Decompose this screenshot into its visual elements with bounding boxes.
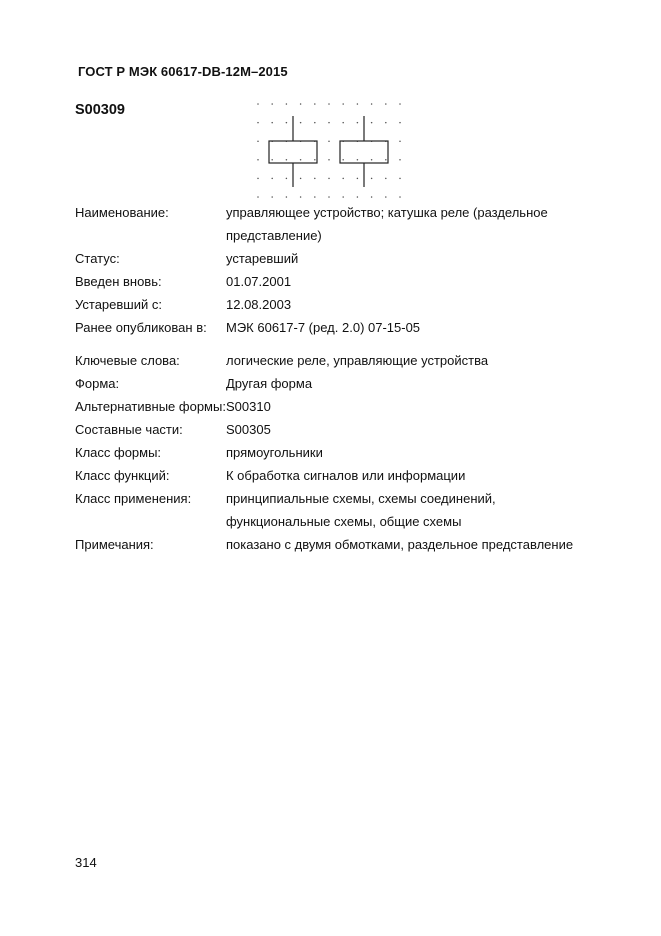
relay-coil-left (269, 116, 317, 187)
grid-dot (257, 122, 259, 124)
grid-dot (357, 196, 359, 198)
property-value: Другая форма (226, 376, 313, 391)
property-value: К обработка сигналов или информации (226, 468, 466, 483)
grid-dot (371, 103, 373, 105)
page-number: 314 (75, 855, 97, 870)
grid-dot (300, 196, 302, 198)
symbol-properties (75, 201, 595, 556)
property-value: принципиальные схемы, схемы соединений, функциональные схемы, общие схемы (226, 491, 496, 529)
grid-dot (257, 196, 259, 198)
grid-dots (257, 103, 401, 198)
grid-dot (328, 196, 330, 198)
grid-dot (399, 103, 401, 105)
property-label: Ранее опубликован в: (75, 320, 207, 335)
property-row-application-class (75, 487, 595, 533)
property-value: показано с двумя обмотками, раздельное представление (226, 537, 574, 552)
grid-dot (399, 159, 401, 161)
grid-dot (385, 178, 387, 180)
grid-dot (286, 178, 288, 180)
document-header: ГОСТ Р МЭК 60617-DB-12M–2015 (78, 64, 288, 79)
property-row-previously-published (75, 316, 595, 339)
grid-dot (300, 178, 302, 180)
grid-dot (328, 122, 330, 124)
grid-dot (371, 196, 373, 198)
property-label: Класс применения: (75, 491, 192, 506)
property-label: Примечания: (75, 537, 154, 552)
grid-dot (314, 178, 316, 180)
grid-dot (328, 159, 330, 161)
property-value: S00305 (226, 422, 271, 437)
grid-dot (300, 159, 302, 161)
grid-dot (371, 159, 373, 161)
grid-dot (257, 140, 259, 142)
property-row-form (75, 372, 595, 395)
grid-dot (271, 159, 273, 161)
grid-dot (286, 103, 288, 105)
grid-dot (399, 140, 401, 142)
section-gap (75, 339, 595, 349)
symbol-code: S00309 (75, 102, 125, 118)
property-row-obsolete-since (75, 293, 595, 316)
grid-dot (385, 196, 387, 198)
property-row-keywords (75, 349, 595, 372)
grid-dot (314, 196, 316, 198)
relay-coil-right (340, 116, 388, 187)
grid-dot (328, 178, 330, 180)
grid-dot (286, 196, 288, 198)
grid-dot (257, 178, 259, 180)
property-value: прямоугольники (226, 445, 323, 460)
property-label: Статус: (75, 251, 120, 266)
grid-dot (385, 159, 387, 161)
property-label: Наименование: (75, 205, 169, 220)
relay-coil-symbol-figure (250, 98, 408, 203)
property-row-alternative-forms (75, 395, 595, 418)
property-value: логические реле, управляющие устройства (226, 353, 489, 368)
grid-dot (328, 103, 330, 105)
property-value: 12.08.2003 (226, 297, 292, 312)
grid-dot (257, 159, 259, 161)
property-label: Альтернативные формы: (75, 399, 226, 414)
grid-dot (357, 103, 359, 105)
grid-dot (342, 122, 344, 124)
grid-dot (271, 122, 273, 124)
property-row-introduced (75, 270, 595, 293)
property-label: Класс функций: (75, 468, 170, 483)
property-label: Ключевые слова: (75, 353, 180, 368)
property-row-notes (75, 533, 595, 556)
grid-dot (286, 159, 288, 161)
property-value: устаревший (226, 251, 299, 266)
property-row-function-class (75, 464, 595, 487)
grid-dot (271, 103, 273, 105)
grid-dot (314, 159, 316, 161)
grid-dot (314, 122, 316, 124)
grid-dot (271, 196, 273, 198)
property-value: управляющее устройство; катушка реле (раздельное представление) (226, 205, 548, 243)
property-value: МЭК 60617-7 (ред. 2.0) 07-15-05 (226, 320, 421, 335)
property-value: 01.07.2001 (226, 274, 292, 289)
grid-dot (399, 122, 401, 124)
grid-dot (385, 122, 387, 124)
grid-dot (271, 178, 273, 180)
grid-dot (371, 178, 373, 180)
grid-dot (257, 103, 259, 105)
grid-dot (342, 196, 344, 198)
property-row-components (75, 418, 595, 441)
grid-dot (357, 159, 359, 161)
property-value: S00310 (226, 399, 271, 414)
grid-dot (385, 103, 387, 105)
property-label: Класс формы: (75, 445, 162, 460)
property-label: Форма: (75, 376, 120, 391)
grid-dot (399, 178, 401, 180)
grid-dot (300, 103, 302, 105)
grid-dot (286, 122, 288, 124)
grid-dot (300, 122, 302, 124)
property-row-status (75, 247, 595, 270)
grid-dot (357, 178, 359, 180)
property-label: Введен вновь: (75, 274, 162, 289)
grid-dot (399, 196, 401, 198)
grid-dot (342, 103, 344, 105)
grid-dot (314, 103, 316, 105)
property-label: Составные части: (75, 422, 183, 437)
grid-dot (328, 140, 330, 142)
property-row-shape-class (75, 441, 595, 464)
grid-dot (357, 122, 359, 124)
grid-dot (371, 122, 373, 124)
property-label: Устаревший с: (75, 297, 162, 312)
property-row-name (75, 201, 595, 247)
grid-dot (342, 178, 344, 180)
grid-dot (342, 159, 344, 161)
